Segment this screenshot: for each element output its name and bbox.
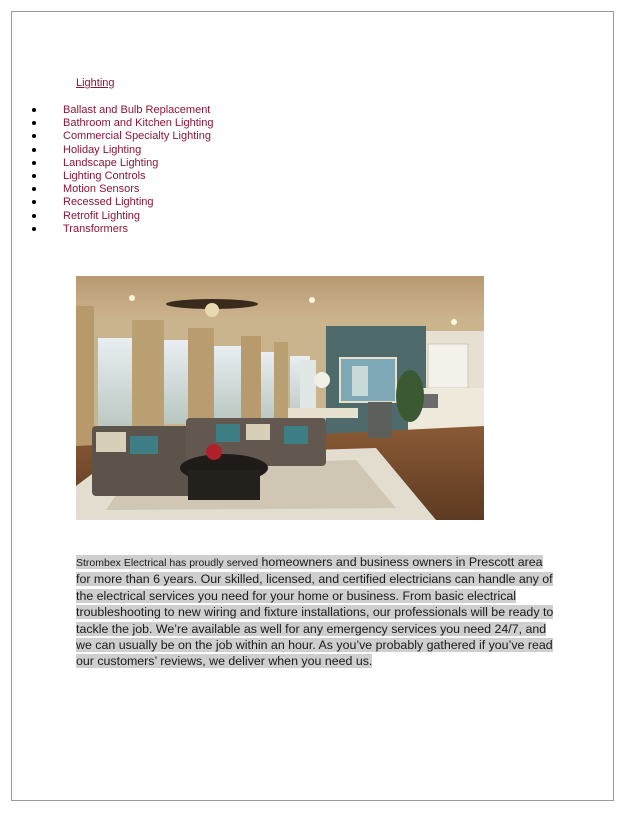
bullet-icon [32,227,36,231]
list-item[interactable] [30,223,213,236]
paragraph-lead: Strombex Electrical has proudly served [76,557,259,569]
list-item[interactable] [30,104,213,117]
section-heading-lighting[interactable]: Lighting [76,77,115,89]
paragraph-body: homeowners and business owners in Prescott area for more than 6 years. Our skilled, licensed, and certified electricians can handle any of the electrical services you need for your home or business. From basic electrical troubleshooting to new wiring and fixture installations, our professionals will be ready to tackle the job. We’re available as well for any emergency services you need 24/7, and we can usually be on the job within an hour. As you’ve probably gathered if you’ve read our customers’ reviews, we deliver when you need us. [76,555,554,669]
living-room-photo [76,276,484,520]
list-item[interactable] [30,196,213,209]
list-item-label: Commercial Specialty Lighting [63,130,211,143]
bullet-icon [32,121,36,125]
bullet-icon [32,134,36,138]
list-item-label: Landscape Lighting [63,156,159,169]
bullet-icon [32,200,36,204]
bullet-icon [32,214,36,218]
list-item-label: Lighting Controls [63,169,146,182]
bullet-icon [32,187,36,191]
list-item[interactable] [30,117,213,130]
list-item[interactable] [30,210,213,223]
company-description [76,554,560,670]
list-item-label: Holiday Lighting [63,143,142,156]
list-item[interactable] [30,157,213,170]
list-item[interactable] [30,144,213,157]
bullet-icon [32,161,36,165]
bullet-icon [32,108,36,112]
list-item-label: Bathroom and Kitchen Lighting [63,117,214,130]
list-item-label: Retrofit Lighting [63,209,141,222]
lighting-services-list [30,104,213,236]
list-item-label: Ballast and Bulb Replacement [63,104,211,116]
list-item-label: Transformers [63,222,128,235]
bullet-icon [32,174,36,178]
bullet-icon [32,148,36,152]
list-item[interactable] [30,183,213,196]
list-item-label: Motion Sensors [63,183,140,196]
list-item-label: Recessed Lighting [63,196,154,209]
list-item[interactable] [30,130,213,143]
list-item[interactable] [30,170,213,183]
